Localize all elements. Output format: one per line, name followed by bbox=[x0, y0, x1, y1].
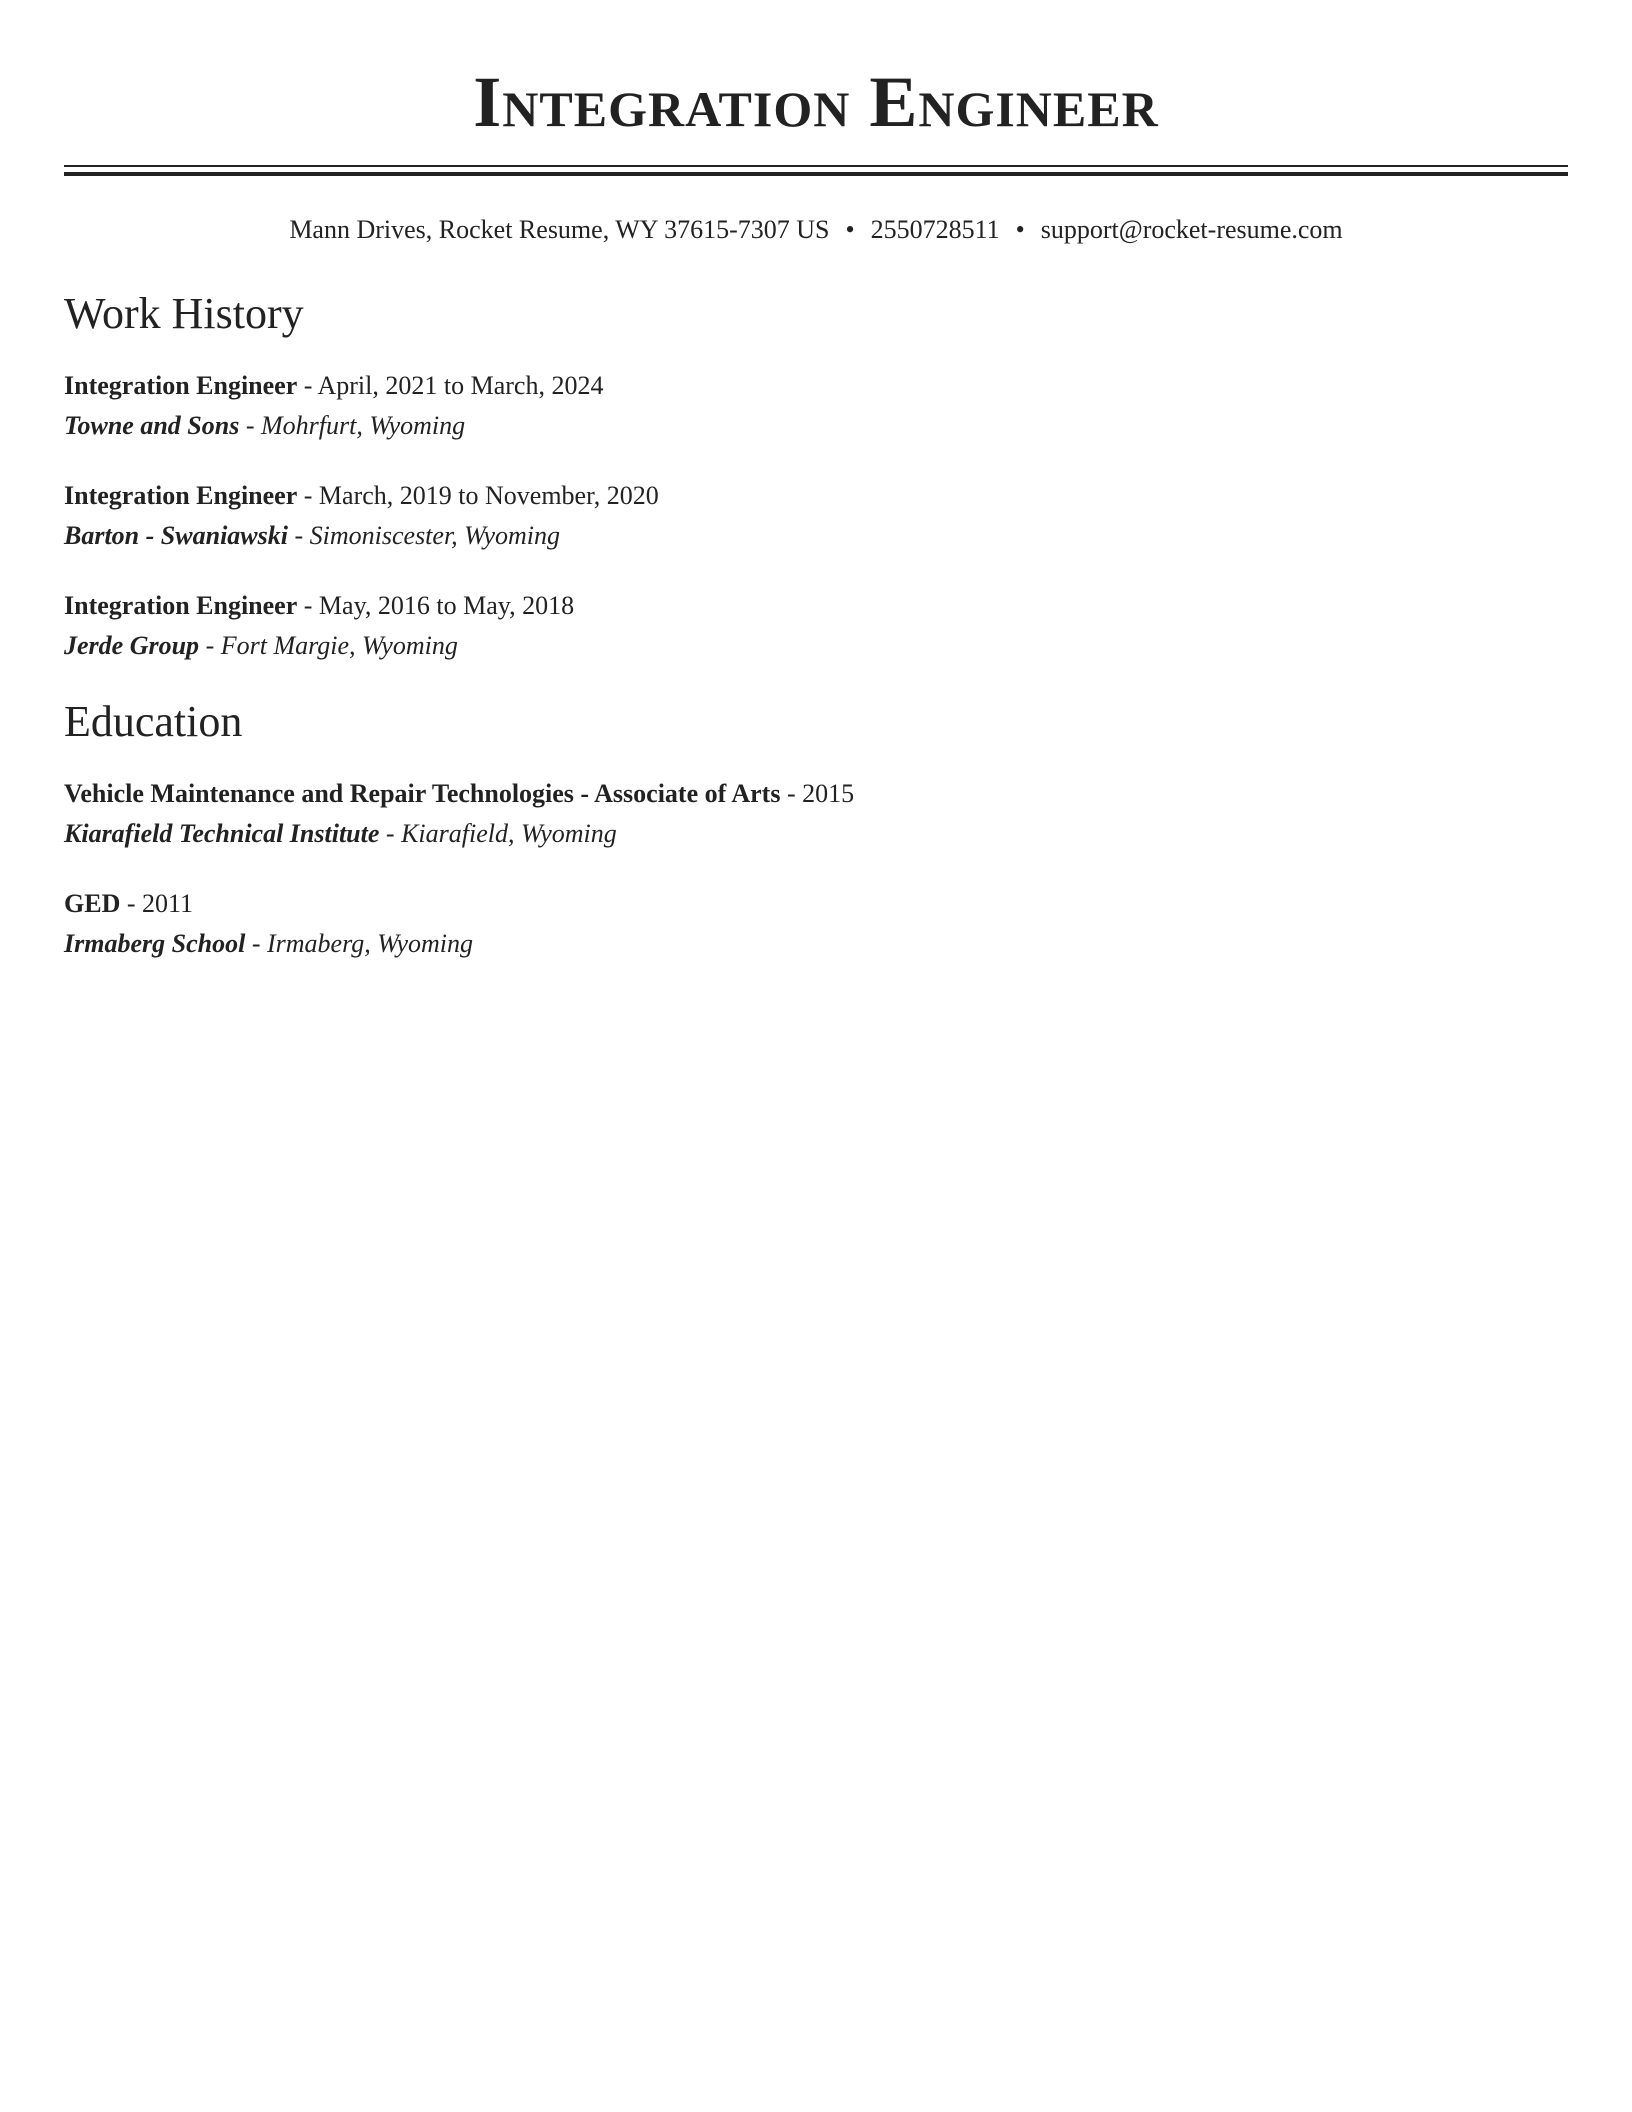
company-location: - Mohrfurt, Wyoming bbox=[239, 411, 466, 440]
company-name: Barton - Swaniawski bbox=[64, 521, 288, 550]
education-entry-school-line bbox=[64, 814, 1568, 854]
contact-separator: • bbox=[845, 215, 855, 244]
contact-email: support@rocket-resume.com bbox=[1040, 215, 1343, 244]
job-title: Integration Engineer bbox=[64, 481, 298, 510]
company-name: Jerde Group bbox=[64, 631, 200, 660]
company-name: Towne and Sons bbox=[64, 411, 240, 440]
work-history-heading: Work History bbox=[64, 289, 304, 338]
school-name: Kiarafield Technical Institute bbox=[64, 819, 380, 848]
company-location: - Fort Margie, Wyoming bbox=[199, 631, 458, 660]
job-title: Integration Engineer bbox=[64, 591, 298, 620]
education-entry bbox=[64, 884, 1568, 964]
page-title: Integration Engineer bbox=[473, 62, 1159, 142]
contact-line bbox=[64, 214, 1568, 246]
school-name: Irmaberg School bbox=[64, 929, 246, 958]
contact-separator: • bbox=[1015, 215, 1025, 244]
work-entry-title-line bbox=[64, 366, 1568, 406]
work-entry-company-line bbox=[64, 626, 1568, 666]
work-entry-company-line bbox=[64, 406, 1568, 446]
degree-year: - 2015 bbox=[780, 779, 855, 808]
title-divider bbox=[64, 165, 1568, 176]
education-entry-school-line bbox=[64, 924, 1568, 964]
education-entry-degree-line bbox=[64, 884, 1568, 924]
job-dates: - March, 2019 to November, 2020 bbox=[297, 481, 659, 510]
degree-year: - 2011 bbox=[120, 889, 194, 918]
education-entry bbox=[64, 774, 1568, 854]
job-dates: - April, 2021 to March, 2024 bbox=[297, 371, 604, 400]
education-entry-degree-line bbox=[64, 774, 1568, 814]
company-location: - Simoniscester, Wyoming bbox=[287, 521, 560, 550]
degree-name: Vehicle Maintenance and Repair Technologies - Associate of Arts bbox=[64, 779, 781, 808]
work-entry-title-line bbox=[64, 476, 1568, 516]
school-location: - Irmaberg, Wyoming bbox=[245, 929, 474, 958]
contact-address: Mann Drives, Rocket Resume, WY 37615-7307 US bbox=[289, 215, 830, 244]
school-location: - Kiarafield, Wyoming bbox=[379, 819, 617, 848]
work-entry-title-line bbox=[64, 586, 1568, 626]
work-entry bbox=[64, 366, 1568, 446]
degree-name: GED bbox=[64, 889, 121, 918]
job-dates: - May, 2016 to May, 2018 bbox=[297, 591, 575, 620]
work-entry bbox=[64, 586, 1568, 666]
contact-phone: 2550728511 bbox=[870, 215, 1000, 244]
work-entry-company-line bbox=[64, 516, 1568, 556]
job-title: Integration Engineer bbox=[64, 371, 298, 400]
education-heading: Education bbox=[64, 697, 243, 746]
work-entry bbox=[64, 476, 1568, 556]
